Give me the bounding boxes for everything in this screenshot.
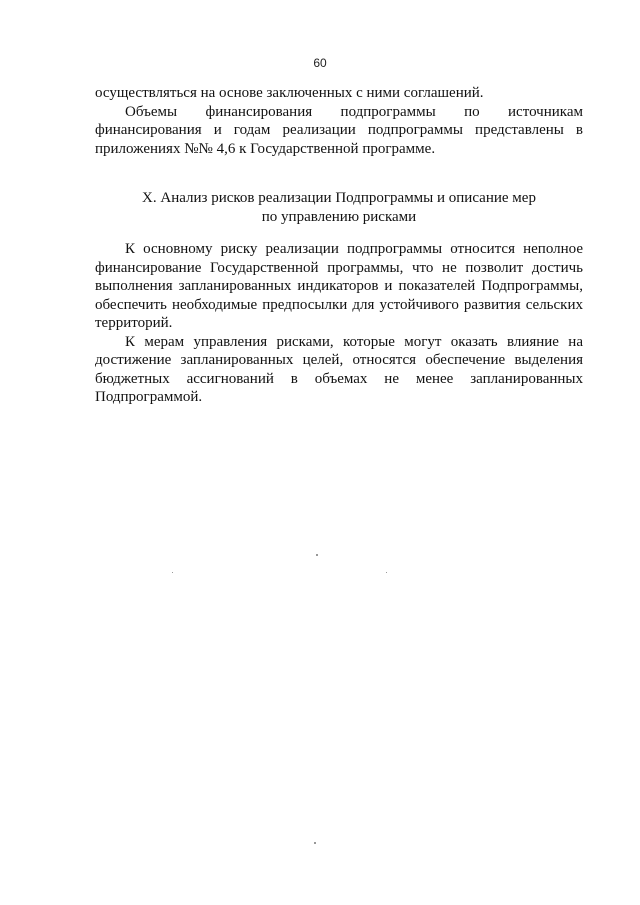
risk-management-paragraph: К мерам управления рисками, которые могут оказать влияние на достижение запланированных целей, относятся обеспечение выделения бюджетных ассигнований в объемах не менее запланированных Подпрограммой. [95,333,583,405]
scan-speck [316,554,318,556]
body-text [95,240,583,407]
section-heading [95,189,583,226]
intro-text [95,84,583,158]
risk-paragraph: К основному риску реализации подпрограммы относится неполное финансирование Государственной программы, что не позволит достичь выполнения запланированных индикаторов и показателей Подпрограммы, обеспечить необходимые предпосылки для устойчивого развития сельских территорий. [95,241,583,331]
scan-speck [314,842,316,844]
intro-line: осуществляться на основе заключенных с ними соглашений. [95,85,484,101]
scan-speck [172,572,173,573]
intro-paragraph: Объемы финансирования подпрограммы по источникам финансирования и годам реализации подпрограммы представлены в приложениях №№ 4,6 к Государственной программе. [95,103,583,157]
page-number: 60 [313,56,327,70]
section-title-line2: по управлению рисками [261,208,417,225]
section-title-line1: X. Анализ рисков реализации Подпрограммы и описание мер [142,190,536,206]
scan-speck [386,572,387,573]
